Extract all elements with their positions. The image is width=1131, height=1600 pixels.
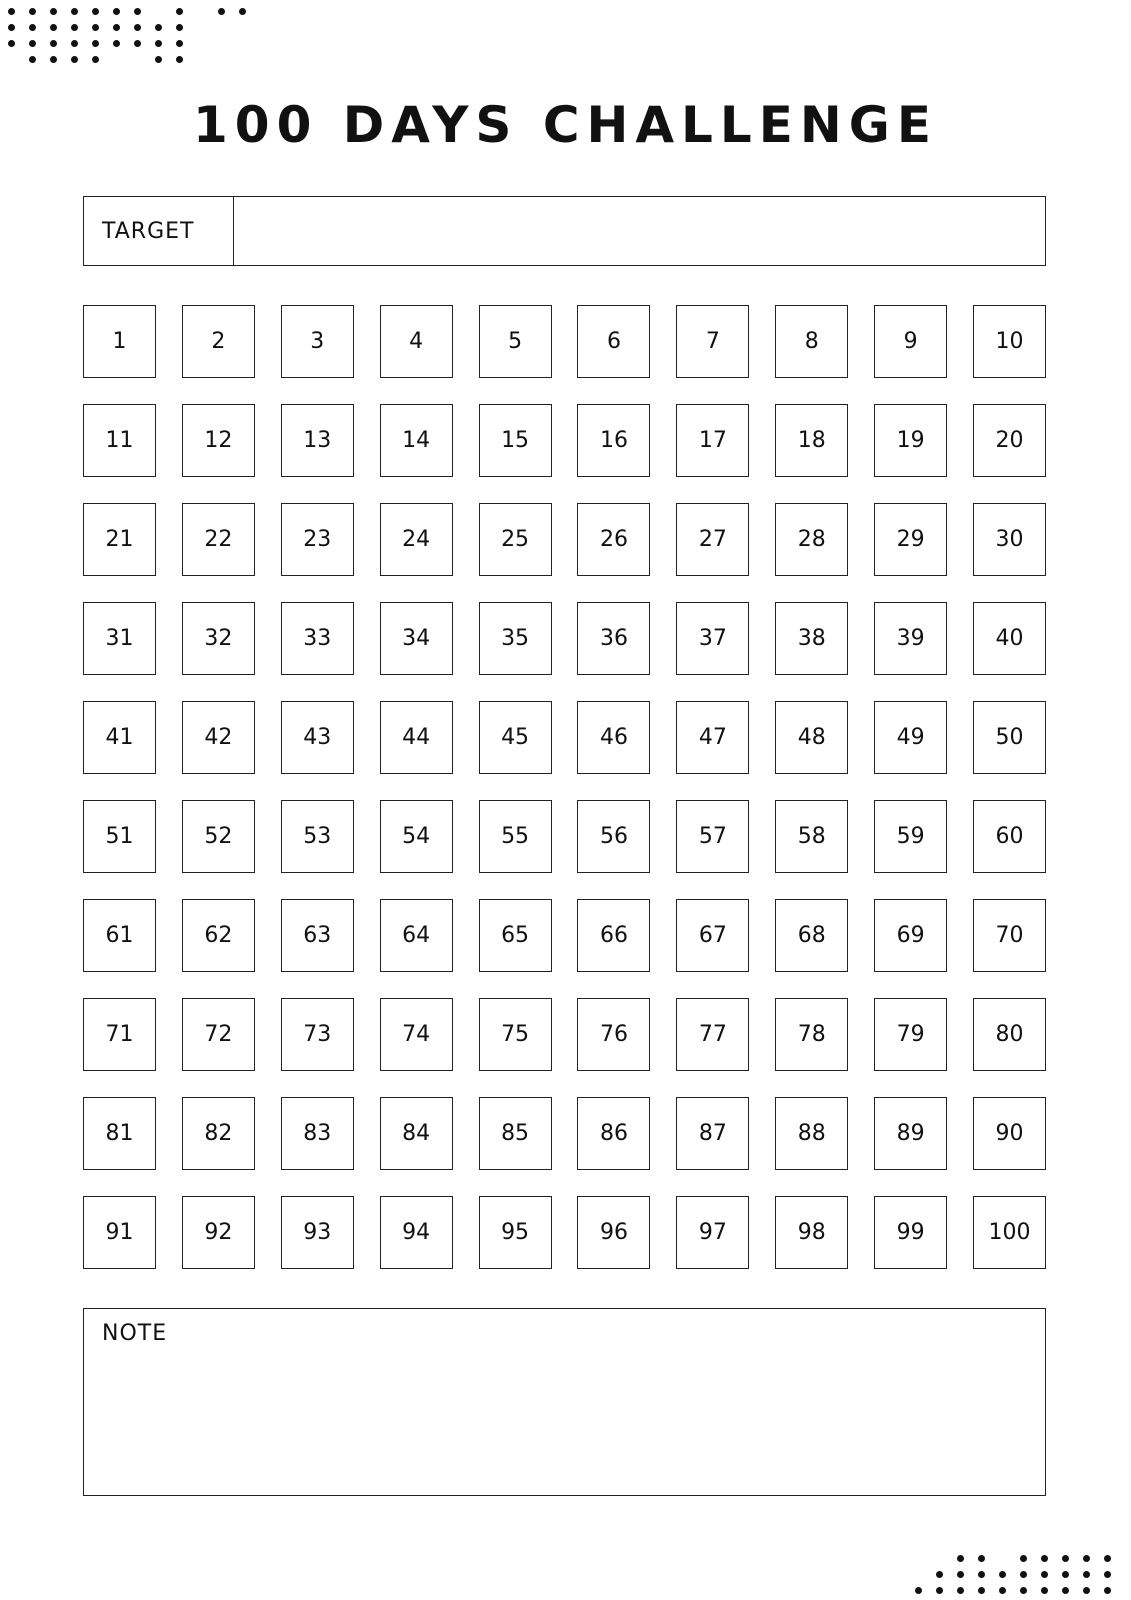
day-cell[interactable]: 41 (83, 701, 156, 774)
dot (1083, 1587, 1090, 1594)
day-cell[interactable]: 79 (874, 998, 947, 1071)
dot (71, 8, 78, 15)
dot (957, 1555, 964, 1562)
day-cell[interactable]: 8 (775, 305, 848, 378)
day-cell[interactable]: 31 (83, 602, 156, 675)
target-field[interactable] (234, 197, 1045, 265)
day-cell[interactable]: 54 (380, 800, 453, 873)
day-cell[interactable]: 46 (577, 701, 650, 774)
dot (71, 24, 78, 31)
day-cell[interactable]: 13 (281, 404, 354, 477)
day-cell[interactable]: 18 (775, 404, 848, 477)
dot (50, 24, 57, 31)
day-cell[interactable]: 64 (380, 899, 453, 972)
day-cell[interactable]: 33 (281, 602, 354, 675)
note-box[interactable] (83, 1308, 1046, 1496)
day-cell[interactable]: 92 (182, 1196, 255, 1269)
day-cell[interactable]: 12 (182, 404, 255, 477)
day-cell[interactable]: 99 (874, 1196, 947, 1269)
dot (978, 1555, 985, 1562)
day-cell[interactable]: 86 (577, 1097, 650, 1170)
day-cell[interactable]: 57 (676, 800, 749, 873)
decorative-dots-top-left (8, 8, 246, 63)
dot (936, 1587, 943, 1594)
dot (92, 56, 99, 63)
day-cell[interactable]: 58 (775, 800, 848, 873)
dot (1104, 1571, 1111, 1578)
day-cell[interactable]: 80 (973, 998, 1046, 1071)
day-cell[interactable]: 24 (380, 503, 453, 576)
target-box (83, 196, 1046, 266)
dot (176, 8, 183, 15)
dot (155, 56, 162, 63)
day-cell[interactable]: 39 (874, 602, 947, 675)
dot (155, 24, 162, 31)
day-cell[interactable]: 81 (83, 1097, 156, 1170)
day-cell[interactable]: 34 (380, 602, 453, 675)
day-cell[interactable]: 63 (281, 899, 354, 972)
dot (999, 1587, 1006, 1594)
dot (155, 40, 162, 47)
day-cell[interactable]: 50 (973, 701, 1046, 774)
day-cell[interactable]: 5 (479, 305, 552, 378)
dot (8, 24, 15, 31)
day-cell[interactable]: 14 (380, 404, 453, 477)
dot (915, 1587, 922, 1594)
dot (29, 24, 36, 31)
dot (957, 1587, 964, 1594)
day-cell[interactable]: 44 (380, 701, 453, 774)
dot (1041, 1587, 1048, 1594)
day-cell[interactable]: 51 (83, 800, 156, 873)
dot (71, 56, 78, 63)
dot (8, 8, 15, 15)
dot (113, 8, 120, 15)
dot (978, 1571, 985, 1578)
day-cell[interactable]: 48 (775, 701, 848, 774)
dot (218, 8, 225, 15)
dot (1020, 1587, 1027, 1594)
day-cell[interactable]: 38 (775, 602, 848, 675)
day-cell[interactable]: 42 (182, 701, 255, 774)
dot (999, 1571, 1006, 1578)
day-cell[interactable]: 2 (182, 305, 255, 378)
dot (71, 40, 78, 47)
day-cell[interactable]: 23 (281, 503, 354, 576)
day-cell[interactable]: 83 (281, 1097, 354, 1170)
day-cell[interactable]: 100 (973, 1196, 1046, 1269)
dot (134, 24, 141, 31)
page-title: 100 DAYS CHALLENGE (193, 96, 938, 154)
day-cell[interactable]: 26 (577, 503, 650, 576)
day-cell[interactable]: 96 (577, 1196, 650, 1269)
day-cell[interactable]: 69 (874, 899, 947, 972)
day-cell[interactable]: 19 (874, 404, 947, 477)
day-cell[interactable]: 97 (676, 1196, 749, 1269)
day-cell[interactable]: 10 (973, 305, 1046, 378)
dot (239, 8, 246, 15)
day-cell[interactable]: 9 (874, 305, 947, 378)
day-cell[interactable]: 91 (83, 1196, 156, 1269)
day-cell[interactable]: 32 (182, 602, 255, 675)
day-cell[interactable]: 98 (775, 1196, 848, 1269)
dot (50, 8, 57, 15)
dot (29, 40, 36, 47)
dot (29, 8, 36, 15)
decorative-dots-bottom-right (915, 1555, 1111, 1594)
dot (134, 8, 141, 15)
day-cell[interactable]: 78 (775, 998, 848, 1071)
day-cell[interactable]: 15 (479, 404, 552, 477)
day-cell[interactable]: 43 (281, 701, 354, 774)
day-cell[interactable]: 35 (479, 602, 552, 675)
day-cell[interactable]: 73 (281, 998, 354, 1071)
day-cell[interactable]: 25 (479, 503, 552, 576)
day-cell[interactable]: 70 (973, 899, 1046, 972)
dot (957, 1571, 964, 1578)
dot (978, 1587, 985, 1594)
day-cell[interactable]: 66 (577, 899, 650, 972)
day-cell[interactable]: 65 (479, 899, 552, 972)
day-cell[interactable]: 3 (281, 305, 354, 378)
dot (1041, 1571, 1048, 1578)
day-cell[interactable]: 84 (380, 1097, 453, 1170)
day-cell[interactable]: 37 (676, 602, 749, 675)
day-cell[interactable]: 29 (874, 503, 947, 576)
dot (1041, 1555, 1048, 1562)
dot (1020, 1571, 1027, 1578)
dot (1062, 1587, 1069, 1594)
dot (176, 56, 183, 63)
target-label: TARGET (84, 197, 234, 265)
note-label: NOTE (102, 1321, 168, 1346)
dot (134, 40, 141, 47)
dot (50, 40, 57, 47)
days-grid (83, 305, 1047, 1269)
dot (92, 8, 99, 15)
day-cell[interactable]: 95 (479, 1196, 552, 1269)
day-cell[interactable]: 68 (775, 899, 848, 972)
day-cell[interactable]: 20 (973, 404, 1046, 477)
dot (50, 56, 57, 63)
day-cell[interactable]: 53 (281, 800, 354, 873)
dot (29, 56, 36, 63)
day-cell[interactable]: 74 (380, 998, 453, 1071)
day-cell[interactable]: 17 (676, 404, 749, 477)
day-cell[interactable]: 59 (874, 800, 947, 873)
day-cell[interactable]: 93 (281, 1196, 354, 1269)
day-cell[interactable]: 82 (182, 1097, 255, 1170)
dot (1104, 1555, 1111, 1562)
day-cell[interactable]: 60 (973, 800, 1046, 873)
dot (1062, 1571, 1069, 1578)
day-cell[interactable]: 88 (775, 1097, 848, 1170)
day-cell[interactable]: 56 (577, 800, 650, 873)
day-cell[interactable]: 77 (676, 998, 749, 1071)
dot (1083, 1555, 1090, 1562)
day-cell[interactable]: 85 (479, 1097, 552, 1170)
dot (113, 24, 120, 31)
dot (113, 40, 120, 47)
day-cell[interactable]: 55 (479, 800, 552, 873)
dot (8, 40, 15, 47)
day-cell[interactable]: 94 (380, 1196, 453, 1269)
day-cell[interactable]: 22 (182, 503, 255, 576)
day-cell[interactable]: 87 (676, 1097, 749, 1170)
dot (1020, 1555, 1027, 1562)
day-cell[interactable]: 6 (577, 305, 650, 378)
dot (92, 40, 99, 47)
day-cell[interactable]: 47 (676, 701, 749, 774)
day-cell[interactable]: 90 (973, 1097, 1046, 1170)
day-cell[interactable]: 1 (83, 305, 156, 378)
day-cell[interactable]: 49 (874, 701, 947, 774)
dot (176, 40, 183, 47)
day-cell[interactable]: 21 (83, 503, 156, 576)
dot (1062, 1555, 1069, 1562)
day-cell[interactable]: 4 (380, 305, 453, 378)
day-cell[interactable]: 11 (83, 404, 156, 477)
dot (1083, 1571, 1090, 1578)
day-cell[interactable]: 71 (83, 998, 156, 1071)
day-cell[interactable]: 28 (775, 503, 848, 576)
day-cell[interactable]: 7 (676, 305, 749, 378)
day-cell[interactable]: 27 (676, 503, 749, 576)
day-cell[interactable]: 72 (182, 998, 255, 1071)
day-cell[interactable]: 45 (479, 701, 552, 774)
dot (176, 24, 183, 31)
day-cell[interactable]: 76 (577, 998, 650, 1071)
day-cell[interactable]: 61 (83, 899, 156, 972)
day-cell[interactable]: 16 (577, 404, 650, 477)
day-cell[interactable]: 36 (577, 602, 650, 675)
dot (92, 24, 99, 31)
day-cell[interactable]: 52 (182, 800, 255, 873)
day-cell[interactable]: 62 (182, 899, 255, 972)
day-cell[interactable]: 75 (479, 998, 552, 1071)
dot (1104, 1587, 1111, 1594)
dot (936, 1571, 943, 1578)
day-cell[interactable]: 30 (973, 503, 1046, 576)
day-cell[interactable]: 40 (973, 602, 1046, 675)
day-cell[interactable]: 89 (874, 1097, 947, 1170)
day-cell[interactable]: 67 (676, 899, 749, 972)
